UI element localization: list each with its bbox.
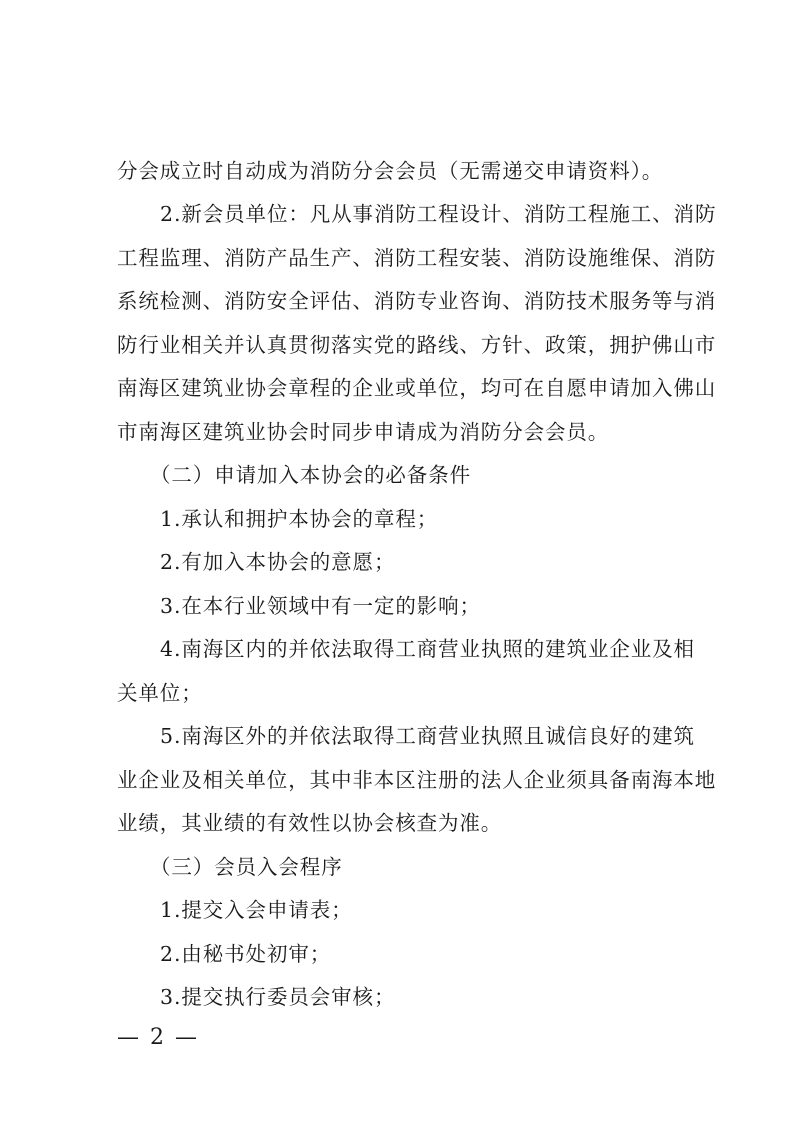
text-line: 南海区建筑业协会章程的企业或单位，均可在自愿申请加入佛山 [117, 376, 717, 400]
text-line: 1.提交入会申请表； [160, 898, 353, 922]
text-line: 4.南海区内的并依法取得工商营业执照的建筑业企业及相 [160, 637, 695, 661]
text-line: 系统检测、消防安全评估、消防专业咨询、消防技术服务等与消 [117, 289, 717, 313]
page-number: — 2 — [117, 1025, 199, 1050]
text-line: 3.在本行业领域中有一定的影响； [160, 594, 481, 618]
text-line: 2.有加入本协会的意愿； [160, 550, 396, 574]
text-line: 业绩，其业绩的有效性以协会核查为准。 [117, 811, 503, 835]
text-line: 关单位； [117, 681, 203, 705]
text-line: 业企业及相关单位，其中非本区注册的法人企业须具备南海本地 [117, 768, 717, 792]
text-line: 3.提交执行委员会审核； [160, 985, 396, 1009]
text-line: 分会成立时自动成为消防分会会员（无需递交申请资料）。 [117, 159, 664, 183]
text-line: 2.新会员单位：凡从事消防工程设计、消防工程施工、消防 [160, 202, 717, 226]
text-line: 市南海区建筑业协会时同步申请成为消防分会会员。 [117, 420, 610, 444]
section-heading: （二）申请加入本协会的必备条件 [150, 463, 471, 487]
text-line: 工程监理、消防产品生产、消防工程安装、消防设施维保、消防 [117, 246, 717, 270]
text-line: 5.南海区外的并依法取得工商营业执照且诚信良好的建筑 [160, 724, 695, 748]
text-line: 1.承认和拥护本协会的章程； [160, 507, 439, 531]
section-heading: （三）会员入会程序 [150, 855, 343, 879]
text-line: 防行业相关并认真贯彻落实党的路线、方针、政策，拥护佛山市 [117, 333, 717, 357]
text-line: 2.由秘书处初审； [160, 942, 332, 966]
